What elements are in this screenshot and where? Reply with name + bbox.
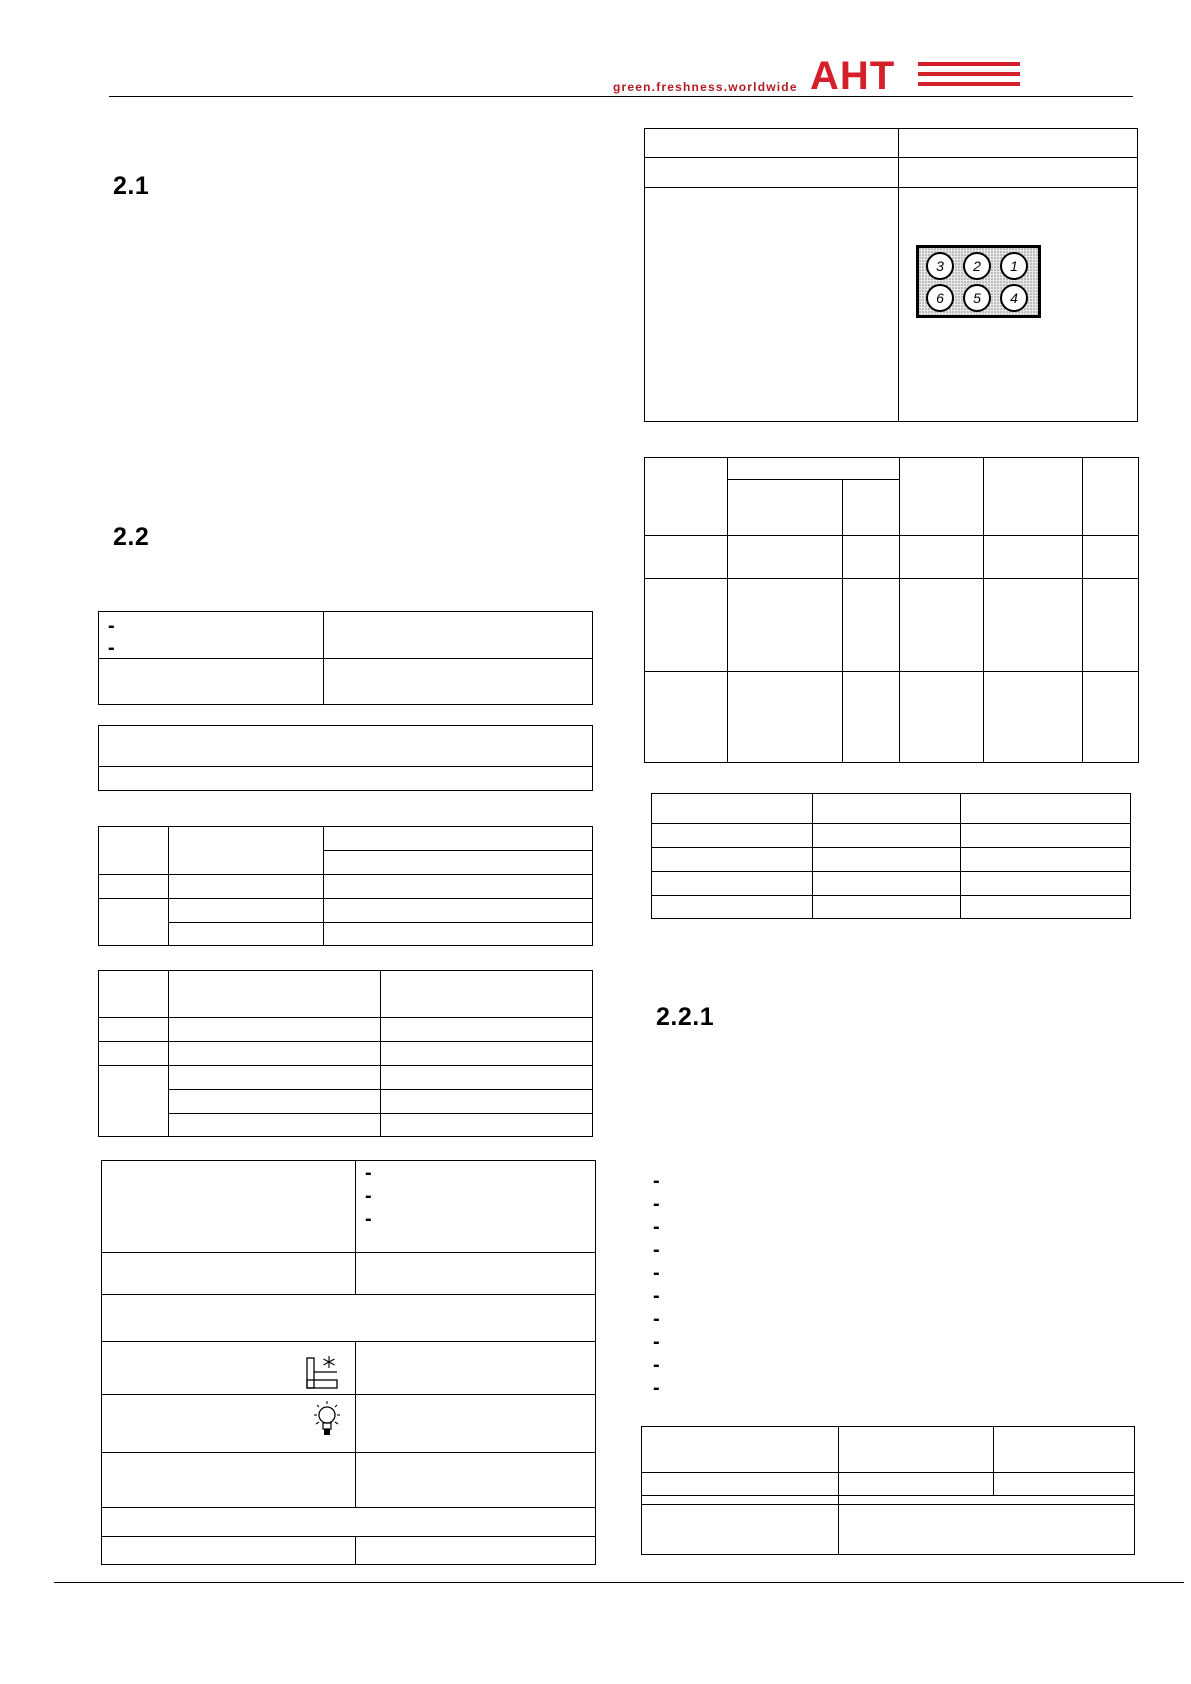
table-l5	[101, 1160, 596, 1565]
table-r2-row	[644, 671, 1139, 672]
table-l5-row	[101, 1341, 596, 1342]
table-l4-col	[168, 970, 169, 1137]
table-l4-col	[380, 970, 381, 1137]
list-dash: -	[365, 1162, 372, 1184]
header-rule	[109, 96, 1133, 97]
table-r4-col	[993, 1426, 994, 1495]
table-r3-row	[651, 823, 1131, 824]
section-heading-2-2-1: 2.2.1	[656, 1003, 715, 1031]
section-heading-2-2: 2.2	[113, 523, 150, 551]
table-l5-row	[101, 1394, 596, 1395]
list-dash: -	[108, 615, 115, 637]
table-r4-col	[838, 1426, 839, 1555]
table-l4-row	[168, 1113, 593, 1114]
table-l5-row	[101, 1536, 596, 1537]
footer-rule	[54, 1582, 1184, 1583]
table-r2	[644, 457, 1139, 763]
list-dash: -	[653, 1193, 660, 1215]
list-dash: -	[365, 1208, 372, 1230]
table-l3-col	[168, 826, 169, 946]
table-r3	[651, 793, 1131, 919]
table-l5-col	[355, 1536, 356, 1565]
table-l4	[98, 970, 593, 1137]
table-l3-col	[323, 826, 324, 946]
table-l1-row	[98, 658, 593, 659]
table-r1-row	[644, 157, 1138, 158]
connector-pin-label: 4	[1010, 290, 1018, 306]
table-l5-row	[101, 1452, 596, 1453]
table-r2-col	[727, 457, 728, 763]
table-r2-col	[842, 479, 843, 763]
connector-pin-label: 5	[973, 290, 981, 306]
table-l3-row	[98, 874, 593, 875]
table-r2-col	[1082, 457, 1083, 763]
table-r4-row	[641, 1495, 1135, 1496]
logo-stripe-1	[918, 62, 1020, 66]
table-l2-row	[98, 766, 593, 767]
table-l4-row	[98, 1017, 593, 1018]
connector-pin-label: 6	[936, 290, 944, 306]
table-l3-row	[168, 922, 593, 923]
table-r3-row	[651, 847, 1131, 848]
list-dash: -	[653, 1354, 660, 1376]
list-dash: -	[653, 1285, 660, 1307]
table-r1-row	[644, 187, 1138, 188]
table-l3-row	[98, 898, 593, 899]
table-r4	[641, 1426, 1135, 1555]
connector-pin-label: 1	[1010, 258, 1018, 274]
table-r3-col	[812, 793, 813, 919]
connector-pin-label: 2	[973, 258, 981, 274]
list-dash: -	[653, 1262, 660, 1284]
table-r2-col	[899, 457, 900, 763]
table-r2-row	[644, 535, 1139, 536]
brand-logo: AHT	[810, 54, 896, 98]
table-l4-row	[98, 1065, 593, 1066]
table-r3-col	[960, 793, 961, 919]
table-l3	[98, 826, 593, 946]
list-dash: -	[653, 1170, 660, 1192]
table-l3-row	[323, 850, 593, 851]
brand-tagline: green.freshness.worldwide	[613, 80, 798, 94]
list-dash: -	[653, 1331, 660, 1353]
logo-stripe-2	[918, 72, 1020, 76]
list-dash: -	[653, 1308, 660, 1330]
table-l4-row	[98, 1041, 593, 1042]
table-r3-row	[651, 895, 1131, 896]
list-dash: -	[108, 637, 115, 659]
list-dash: -	[653, 1377, 660, 1399]
table-r2-row	[727, 479, 899, 480]
light-bulb-icon	[309, 1400, 345, 1440]
connector-pin-label: 3	[936, 258, 944, 274]
section-heading-2-1: 2.1	[113, 172, 150, 200]
table-l5-row	[101, 1252, 596, 1253]
table-l2	[98, 725, 593, 791]
logo-stripe-3	[918, 82, 1020, 86]
table-r4-row	[641, 1472, 1135, 1473]
table-l4-row	[168, 1089, 593, 1090]
table-r1-col	[898, 128, 899, 422]
table-r4-row	[641, 1504, 1135, 1505]
list-dash: -	[653, 1239, 660, 1261]
table-l5-row	[101, 1294, 596, 1295]
table-r1	[644, 128, 1138, 422]
defrost-snowflake-icon	[305, 1354, 341, 1390]
table-l5-col	[355, 1160, 356, 1294]
table-r3-row	[651, 871, 1131, 872]
list-dash: -	[653, 1216, 660, 1238]
connector-pinout	[916, 245, 1042, 321]
table-l5-col	[355, 1341, 356, 1507]
table-l5-row	[101, 1507, 596, 1508]
table-r2-col	[983, 457, 984, 763]
table-r2-row	[644, 578, 1139, 579]
list-dash: -	[365, 1185, 372, 1207]
